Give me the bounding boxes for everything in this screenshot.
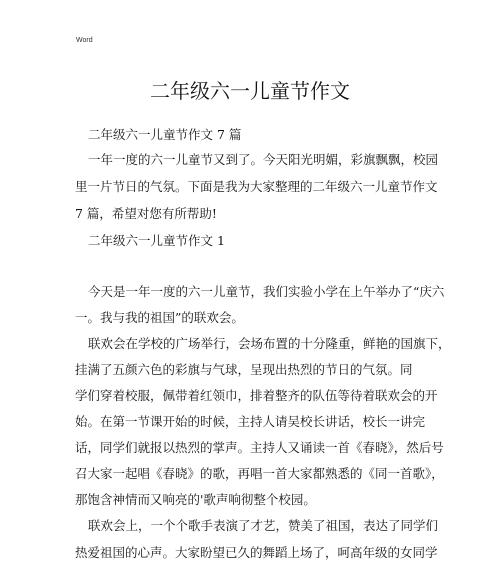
paragraph-line: 联欢会上，一个个歌手表演了才艺，赞美了祖国，表达了同学们	[88, 518, 439, 533]
paragraph-line: 召大家一起唱《春晓》的歌，再唱一首大家都熟悉的《同一首歌》，	[75, 466, 444, 481]
paragraph-line: 联欢会在学校的广场举行，会场布置的十分隆重，鲜艳的国旗下，	[88, 336, 451, 351]
app-label: Word	[76, 37, 93, 44]
paragraph-line: 7 篇，希望对您有所帮助!	[75, 206, 217, 221]
subtitle-line: 二年级六一儿童节作文 7 篇	[88, 127, 242, 142]
paragraph-line: 热爱祖国的心声。大家盼望已久的舞蹈上场了，呵高年级的女同学	[75, 545, 438, 560]
paragraph-line: 那饱含神情而又响亮的'歌声响彻整个校园。	[75, 492, 316, 507]
paragraph-line: 挂满了五颜六色的彩旗与气球，呈现出热烈的节日的气氛。同	[75, 362, 413, 377]
paragraph-line: 学们穿着校服，佩带着红领巾，排着整齐的队伍等待着联欢会的开	[75, 388, 438, 403]
section-heading: 二年级六一儿童节作文 1	[88, 233, 225, 248]
paragraph-line: 始。在第一节课开始的时候，主持人请吴校长讲话，校长一讲完	[75, 414, 426, 429]
paragraph-line: 今天是一年一度的六一儿童节，我们实验小学在上午举办了“庆六	[88, 284, 445, 299]
paragraph-line: 话，同学们就报以热烈的掌声。主持人又诵读一首《春晓》，然后号	[75, 440, 444, 455]
paragraph-line: 一年一度的六一儿童节又到了。今天阳光明媚，彩旗飘飘，校园	[88, 152, 439, 167]
paragraph-line: 里一片节日的气氛。下面是我为大家整理的二年级六一儿童节作文	[75, 179, 438, 194]
document-title: 二年级六一儿童节作文	[150, 79, 350, 103]
paragraph-line: 一。我与我的祖国”的联欢会。	[75, 310, 244, 325]
